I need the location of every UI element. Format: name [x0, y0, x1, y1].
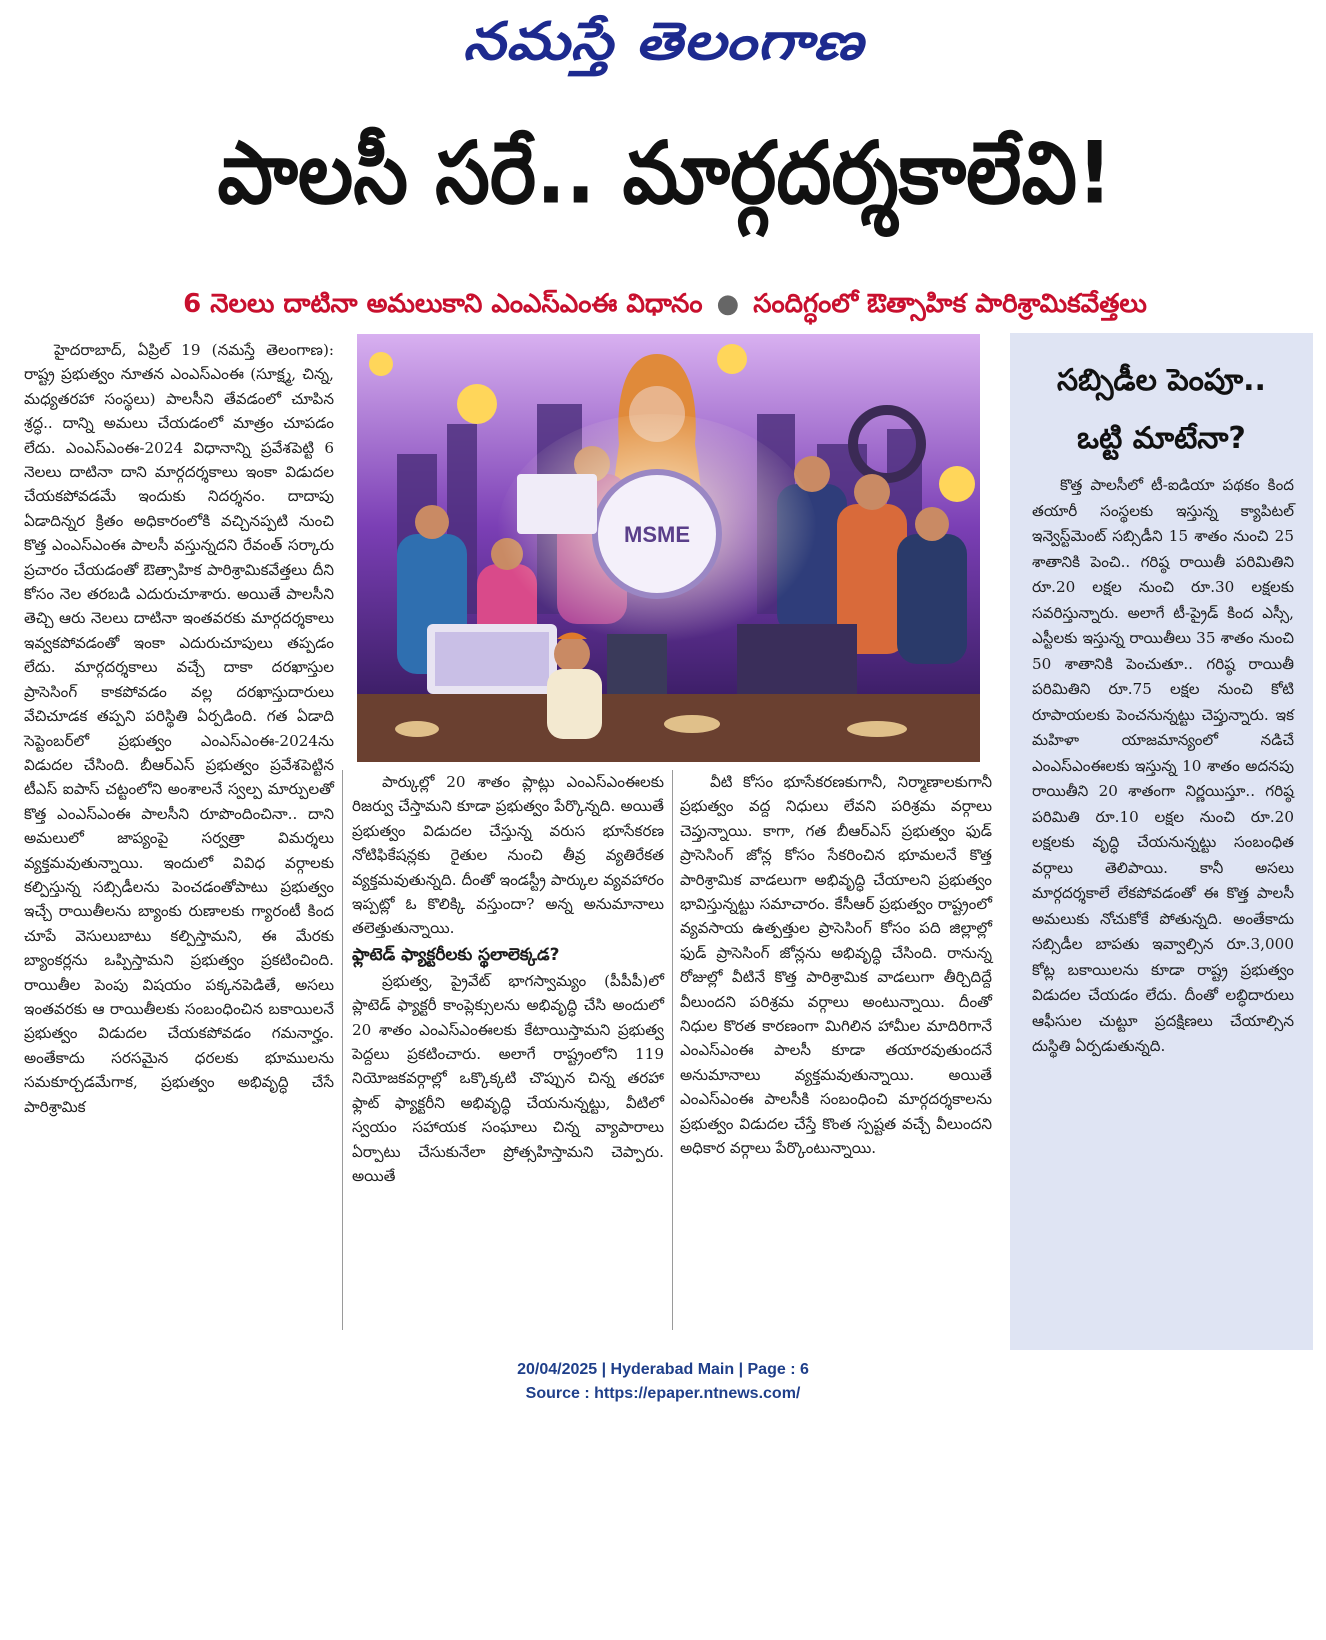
column-1-text: హైదరాబాద్, ఏప్రిల్ 19 (నమస్తే తెలంగాణ): రాష్ట్ర ప్రభుత్వం నూతన ఎంఎస్ఎంఈ (సూక్ష్మ, చిన్న, మధ్యతరహా సంస్థలు) పాలసీని తేవడంలో చూపిన శ్రద్ధ.. దాన్ని అమలు చేయడంలో మాత్రం చూపడం లేదు. ఎంఎస్ఎంఈ-2024 విధానాన్ని ప్రవేశపెట్టి 6 నెలలు దాటినా దాని మార్గదర్శకాలు ఇంకా విడుదల చేయకపోవడమే ఇందుకు నిదర్శనం. దాదాపు ఏడాదిన్నర క్రితం అధికారంలోకి వచ్చినప్పటి నుంచి కొత్త ఎంఎస్ఎంఈ పాలసీ వస్తున్నదని రేవంత్ సర్కారు ప్రచారం చేయడంతో ఔత్సాహిక పారిశ్రామికవేత్తలు దీని కోసం నెల తరబడి ఎదురుచూశారు. అయితే పాలసీని తెచ్చి ఆరు నెలలు దాటినా ఇంతవరకు మార్గదర్శకాలు ఇవ్వకపోవడంతో ఇంకా ఎదురుచూపులు తప్పడం లేదు. మార్గదర్శకాలు వచ్చే దాకా దరఖాస్తుల ప్రాసెసింగ్ కాకపోవడం వల్ల దరఖాస్తుదారులు వేచిచూడక తప్పని పరిస్థితి ఏర్పడింది. గత ఏడాది సెప్టెంబర్‌లో ప్రభుత్వం ఎంఎస్ఎంఈ-2024ను విడుదల చేసింది. బీఆర్ఎస్ ప్రభుత్వం ప్రవేశపెట్టిన టీఎస్ ఐపాస్ చట్టంలోని అంశాలనే స్వల్ప మార్పులతో కొత్త ఎంఎస్ఎంఈ పాలసీని రూపొందించినా.. దాని అమలులో జాప్యంపై సర్వత్రా విమర్శలు వ్యక్తమవుతున్నాయి. ఇందులో వివిధ వర్గాలకు కల్పిస్తున్న సబ్సిడీలను పెంచడంతోపాటు ప్రభుత్వం ఇచ్చే రాయితీలను బ్యాంకు రుణాలకు గ్యారంటీ కింద చూపే వెసులుబాటు కల్పిస్తామని, ఈ మేరకు బ్యాంకర్లను ఒప్పిస్తామని ప్రభుత్వం ప్రకటించింది. రాయితీల పెంపు విషయం పక్కనపెడితే, అసలు ఇంతవరకు ఆ రాయితీలకు సంబంధించిన బకాయిలనే ప్రభుత్వం విడుదల చేయకపోవడం గమనార్హం. అంతేకాదు సరసమైన ధరలకు భూములను సమకూర్చడమేగాక, ప్రభుత్వం అభివృద్ధి చేసే పారిశ్రామిక	[24, 341, 334, 1116]
sidebar-box	[1010, 333, 1313, 1350]
sidebar-title-line-2: ఒట్టి మాటేనా?	[1077, 421, 1246, 456]
column-divider	[342, 770, 343, 1330]
footer	[0, 1358, 1326, 1406]
column-2-para-2: ప్రభుత్వ, ప్రైవేట్ భాగస్వామ్యం (పీపీపీ)లో ప్లాటెడ్ ఫ్యాక్టరీ కాంప్లెక్సులను అభివృద్ధి చేసి అందులో 20 శాతం ఎంఎస్ఎంఈలకు కేటాయిస్తామని ప్రభుత్వ పెద్దలు ప్రకటించారు. అలాగే రాష్ట్రంలోని 119 నియోజకవర్గాల్లో ఒక్కొక్కటి చొప్పున చిన్న తరహా ఫ్లాట్ ఫ్యాక్టరీని అభివృద్ధి చేయనున్నట్టు, వీటిలో స్వయం సహాయక సంఘాలు చిన్న వ్యాపారాలు ఏర్పాటు చేసుకునేలా ప్రోత్సహిస్తామని చెప్పారు. అయితే	[352, 971, 664, 1186]
sidebar-title-line-1: సబ్సిడీల పెంపూ..	[1057, 363, 1266, 398]
footer-source: Source : https://epaper.ntnews.com/	[525, 1385, 801, 1402]
article-column-1	[24, 338, 334, 1638]
msme-badge: MSME	[624, 522, 690, 547]
bullet-separator: ●	[716, 289, 740, 319]
column-divider	[672, 770, 673, 1330]
article-column-3	[680, 770, 992, 1640]
footer-date-page: 20/04/2025 | Hyderabad Main | Page : 6	[517, 1361, 809, 1378]
column-3-text: వీటి కోసం భూసేకరణకుగానీ, నిర్మాణాలకుగానీ ప్రభుత్వం వద్ద నిధులు లేవని పరిశ్రమ వర్గాలు చెప్తున్నాయి. కాగా, గత బీఆర్ఎస్ ప్రభుత్వం ఫుడ్ ప్రాసెసింగ్ జోన్ల కోసం సేకరించిన భూమలనే కొత్త పారిశ్రామిక వాడలుగా అభివృద్ధి చేయాలని ప్రభుత్వం భావిస్తున్నట్టు సమాచారం. కేసీఆర్ ప్రభుత్వం రాష్ట్రంలో వ్యవసాయ ఉత్పత్తుల ప్రాసెసింగ్ కోసం పది జిల్లాల్లో ఫుడ్ ప్రాసెసింగ్ జోన్లను అభివృద్ధి చేసింది. రానున్న రోజుల్లో వీటినే కొత్త పారిశ్రామిక వాడలుగా తీర్చిదిద్దే వీలుందని పరిశ్రమ వర్గాలు అంటున్నాయి. దీంతో నిధుల కొరత కారణంగా మిగిలిన హామీల మాదిరిగానే ఎంఎస్ఎంఈ పాలసీ కూడా తయారవుతుందనే అనుమానాలు వ్యక్తమవుతున్నాయి. అయితే ఎంఎస్ఎంఈ పాలసీకి సంబంధించి మార్గదర్శకాలను ప్రభుత్వం విడుదల చేస్తే కొంత స్పష్టత వచ్చే వీలుందని అధికార వర్గాలు పేర్కొంటున్నాయి.	[680, 773, 992, 1158]
masthead-title: నమస్తే తెలంగాణ	[462, 11, 864, 72]
column-2-para-1: పార్కుల్లో 20 శాతం ప్లాట్లు ఎంఎస్ఎంఈలకు రిజర్వు చేస్తామని కూడా ప్రభుత్వం పేర్కొన్నది. అయితే ప్రభుత్వం విడుదల చేస్తున్న వరుస భూసేకరణ నోటిఫికేషన్లకు రైతుల నుంచి తీవ్ర వ్యతిరేకత వ్యక్తమవుతున్నది. దీంతో ఇండస్ట్రీ పార్కుల వ్యవహారం ఇప్పట్లో ఓ కొలిక్కి వస్తుందా? అన్న అనుమానాలు తలెత్తుతున్నాయి.	[352, 773, 664, 938]
subdeck-left: 6 నెలలు దాటినా అమలుకాని ఎంఎస్ఎంఈ విధానం	[183, 289, 703, 319]
subdeck-right: సందిగ్ధంలో ఔత్సాహిక పారిశ్రామికవేత్తలు	[753, 289, 1147, 319]
article-column-2	[352, 770, 664, 1640]
subdeck	[20, 282, 1310, 326]
msme-illustration	[357, 334, 980, 762]
sidebar-text: కొత్త పాలసీలో టీ-ఐడియా పథకం కింద తయారీ సంస్థలకు ఇస్తున్న క్యాపిటల్ ఇన్వెస్ట్‌మెంట్ సబ్సిడీని 15 శాతం నుంచి 25 శాతానికి పెంచి.. గరిష్ఠ రాయితీ పరిమితిని రూ.20 లక్షల నుంచి రూ.30 లక్షలకు సవరిస్తున్నారు. అలాగే టీ-ప్రైడ్ కింద ఎస్సీ, ఎస్టీలకు ఇస్తున్న రాయితీలు 35 శాతం నుంచి 50 శాతానికి పెంచుతూ.. గరిష్ఠ రాయితీ పరిమితిని రూ.75 లక్షల నుంచి కోటి రూపాయలకు పెంచనున్నట్టు చెప్తున్నారు. ఇక మహిళా యాజమాన్యంలో నడిచే ఎంఎస్ఎంఈలకు ఇస్తున్న 10 శాతం అదనపు రాయితీని 20 శాతంగా నిర్ణయిస్తూ.. గరిష్ఠ పరిమితి రూ.10 లక్షల నుంచి రూ.20 లక్షలకు వృద్ధి చేయనున్నట్టు సంబంధిత వర్గాలు తెలిపాయి. కానీ అసలు మార్గదర్శకాలే లేకపోవడంతో ఈ కొత్త పాలసీ అమలుకు నోచుకోకే పోతున్నది. అంతేకాదు సబ్సిడీల బాపతు ఇవ్వాల్సిన రూ.3,000 కోట్ల బకాయిలను కూడా రాష్ట్ర ప్రభుత్వం విడుదల చేయడం లేదు. దీంతో లబ్ధిదారులు ఆఫీసుల చుట్టూ ప్రదక్షిణలు చేయాల్సిన దుస్థితి ఏర్పడుతున్నది.	[1032, 476, 1294, 1055]
masthead	[0, 6, 1326, 78]
sidebar-body	[1032, 473, 1294, 1060]
headline: పాలసీ సరే.. మార్గదర్శకాలేవి!	[217, 124, 1113, 224]
section-subheading: ఫ్లాటెడ్ ఫ్యాక్టరీలకు స్థలాలెక్కడ?	[352, 944, 560, 965]
